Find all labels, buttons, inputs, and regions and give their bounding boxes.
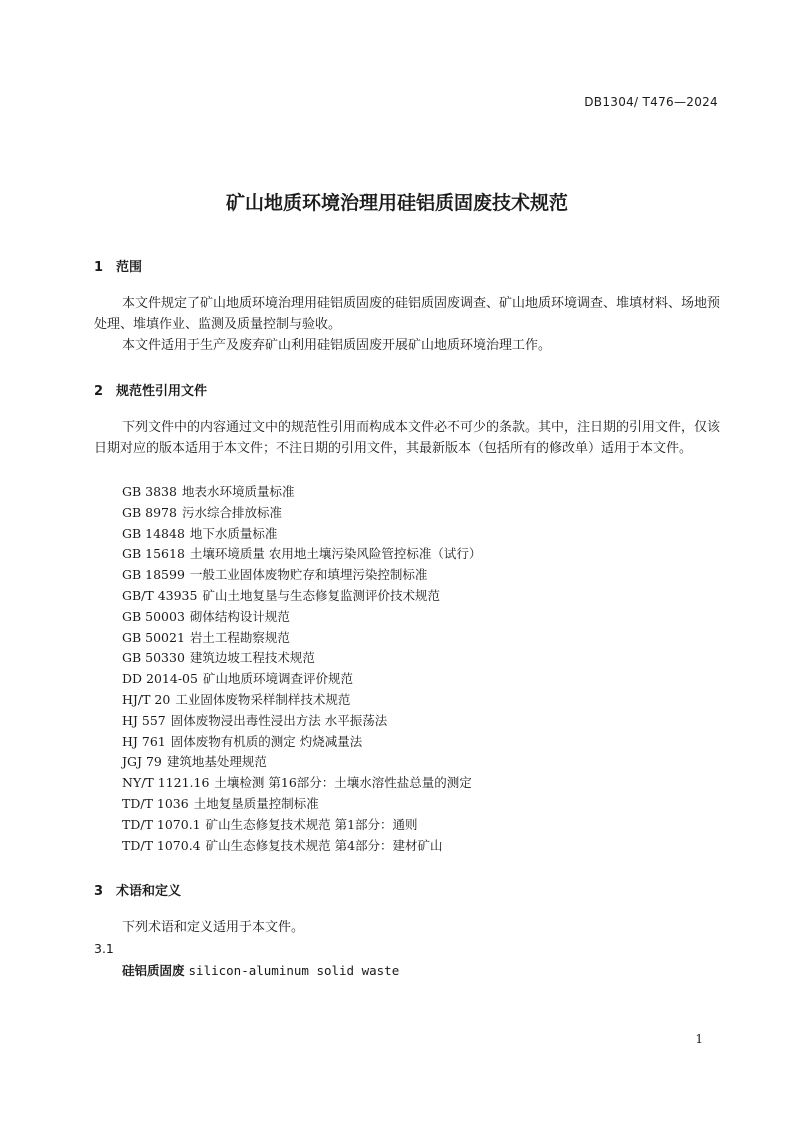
reference-code: HJ 761 (122, 733, 166, 749)
reference-code: GB 50330 (122, 650, 185, 666)
reference-item (122, 815, 481, 836)
scope-paragraph-1: 本文件规定了矿山地质环境治理用硅铝质固废的硅铝质固废调查、矿山地质环境调查、堆填材料、场地预处理、堆填作业、监测及质量控制与验收。 (94, 296, 721, 332)
reference-code: GB 15618 (122, 546, 185, 562)
reference-item (122, 607, 481, 628)
reference-code: GB 50003 (122, 608, 185, 624)
reference-item (122, 752, 481, 773)
reference-code: NY/T 1121.16 (122, 775, 210, 791)
reference-item (122, 482, 481, 503)
reference-code: TD/T 1036 (122, 795, 189, 811)
reference-title: 建筑地基处理规范 (166, 754, 267, 770)
reference-item (122, 586, 481, 607)
reference-title: 工业固体废物采样制样技术规范 (175, 691, 351, 707)
reference-code: TD/T 1070.4 (122, 837, 201, 853)
reference-code: GB 3838 (122, 484, 177, 499)
reference-title: 矿山生态修复技术规范 第4部分：建材矿山 (205, 837, 443, 853)
term-number: 3.1 (94, 941, 114, 956)
reference-code: TD/T 1070.1 (122, 816, 201, 832)
terms-paragraph: 下列术语和定义适用于本文件。 (122, 920, 305, 935)
reference-title: 建筑边坡工程技术规范 (189, 650, 315, 666)
reference-item (122, 690, 481, 711)
section-title: 术语和定义 (116, 884, 182, 899)
reference-item (122, 503, 481, 524)
section-2-heading (94, 380, 207, 399)
section-title: 规范性引用文件 (116, 384, 208, 399)
section-number: 3 (94, 884, 104, 899)
reference-title: 砌体结构设计规范 (189, 608, 290, 624)
reference-title: 岩土工程勘察规范 (189, 629, 290, 645)
reference-title: 矿山土地复垦与生态修复监测评价技术规范 (202, 587, 440, 603)
reference-title: 矿山地质环境调查评价规范 (202, 671, 353, 687)
reference-title: 土壤环境质量 农用地土壤污染风险管控标准（试行） (189, 546, 482, 562)
reference-item (122, 732, 481, 753)
reference-title: 土壤检测 第16部分：土壤水溶性盐总量的测定 (214, 775, 472, 791)
reference-title: 地表水环境质量标准 (181, 484, 295, 499)
reference-item (122, 669, 481, 690)
reference-title: 污水综合排放标准 (181, 504, 282, 520)
section-number: 2 (94, 384, 104, 399)
reference-item (122, 711, 481, 732)
reference-code: GB 14848 (122, 525, 185, 541)
reference-code: GB 18599 (122, 567, 185, 583)
reference-item (122, 648, 481, 669)
reference-title: 矿山生态修复技术规范 第1部分：通则 (205, 816, 418, 832)
normative-references-paragraph: 下列文件中的内容通过文中的规范性引用而构成本文件必不可少的条款。其中，注日期的引用文件，仅该日期对应的版本适用于本文件；不注日期的引用文件，其最新版本（包括所有的修改单）适用于本文件。 (94, 420, 721, 456)
reference-title: 地下水质量标准 (189, 525, 278, 541)
reference-item (122, 524, 481, 545)
scope-paragraph-2: 本文件适用于生产及废弃矿山利用硅铝质固废开展矿山地质环境治理工作。 (122, 338, 552, 353)
section-3-heading (94, 880, 181, 899)
reference-item (122, 628, 481, 649)
reference-item (122, 565, 481, 586)
reference-code: GB 50021 (122, 629, 185, 645)
reference-code: GB/T 43935 (122, 587, 198, 603)
reference-code: GB 8978 (122, 504, 177, 520)
term-name-en: silicon-aluminum solid waste (188, 963, 400, 978)
term-entry (122, 961, 399, 979)
reference-list (122, 482, 481, 856)
reference-code: JGJ 79 (122, 754, 162, 770)
term-name-zh: 硅铝质固废 (122, 963, 185, 978)
standard-code: DB1304/ T476—2024 (584, 95, 718, 109)
reference-item (122, 544, 481, 565)
section-number: 1 (94, 260, 104, 275)
reference-item (122, 794, 481, 815)
reference-title: 固体废物浸出毒性浸出方法 水平振荡法 (170, 712, 388, 728)
reference-item (122, 836, 481, 857)
section-title: 范围 (116, 260, 143, 275)
reference-title: 土地复垦质量控制标准 (193, 795, 319, 811)
reference-title: 固体废物有机质的测定 灼烧减量法 (170, 733, 363, 749)
reference-code: HJ/T 20 (122, 691, 171, 707)
reference-code: HJ 557 (122, 712, 166, 728)
reference-code: DD 2014-05 (122, 671, 198, 687)
document-title: 矿山地质环境治理用硅铝质固废技术规范 (225, 192, 568, 214)
page-number: 1 (695, 1032, 703, 1046)
section-1-heading (94, 256, 142, 275)
reference-item (122, 773, 481, 794)
reference-title: 一般工业固体废物贮存和填埋污染控制标准 (189, 567, 428, 583)
